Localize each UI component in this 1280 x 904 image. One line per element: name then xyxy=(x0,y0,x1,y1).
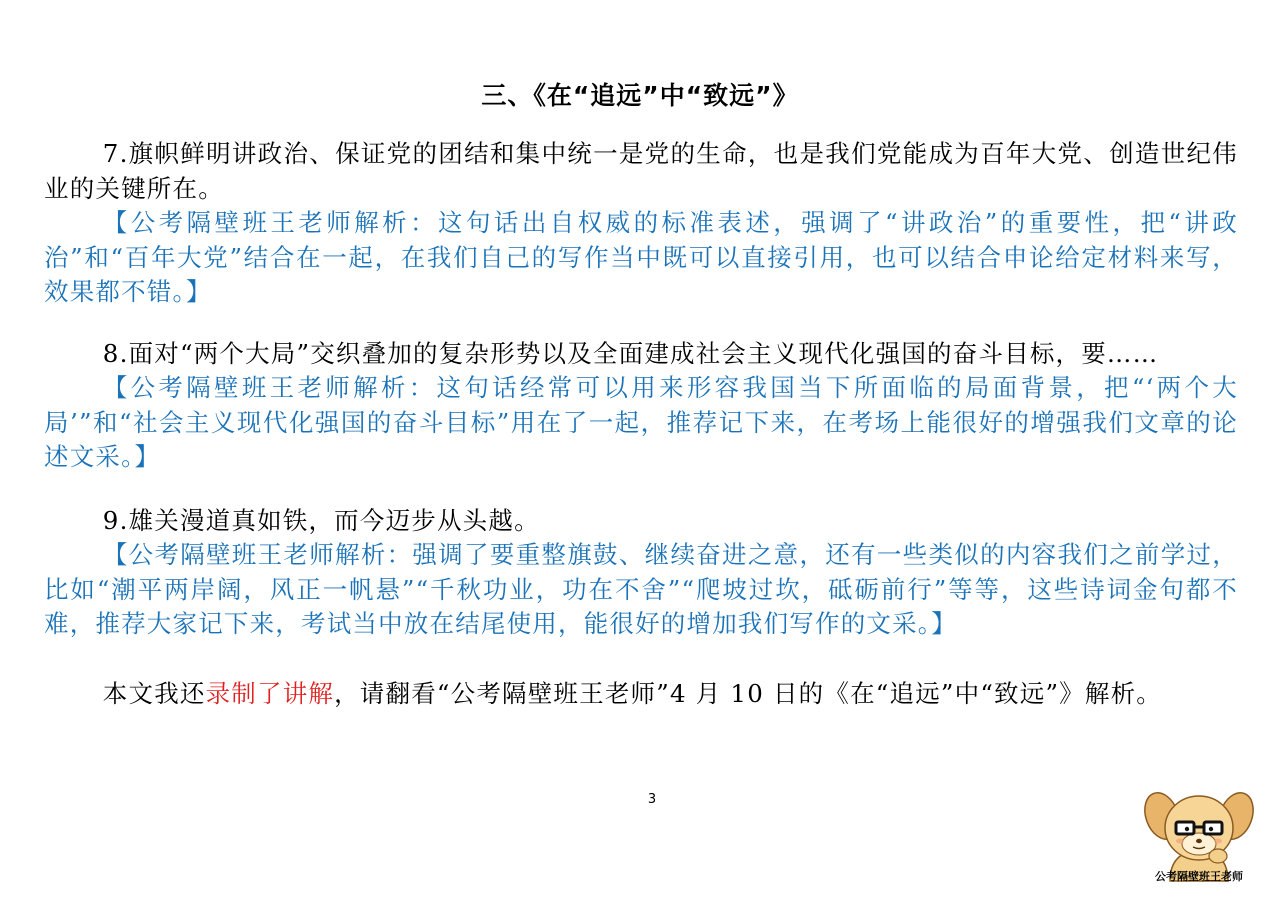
quote-7: 7.旗帜鲜明讲政治、保证党的团结和集中统一是党的生命，也是我们党能成为百年大党、创造世纪伟业的关键所在。 xyxy=(44,139,1238,203)
quote-9: 9.雄关漫道真如铁，而今迈步从头越。 xyxy=(102,506,540,535)
analysis-7: 【公考隔壁班王老师解析：这句话出自权威的标准表述，强调了“讲政治”的重要性，把“讲政治”和“百年大党”结合在一起，在我们自己的写作当中既可以直接引用，也可以结合申论给定材料来写，效果都不错。】 xyxy=(44,208,1238,306)
section-title: 三、《在“追远”中“致远”》 xyxy=(481,81,799,110)
closing-highlight: 录制了讲解 xyxy=(205,679,335,708)
watermark-caption: 公考隔壁班王老师 xyxy=(1155,870,1243,883)
page-number: 3 xyxy=(647,792,657,807)
quote-8: 8.面对“两个大局”交织叠加的复杂形势以及全面建成社会主义现代化强国的奋斗目标，要…… xyxy=(102,339,1159,368)
analysis-8: 【公考隔壁班王老师解析：这句话经常可以用来形容我国当下所面临的局面背景，把“‘两个大局’”和“社会主义现代化强国的奋斗目标”用在了一起，推荐记下来，在考场上能很好的增强我们文章的论述文采。】 xyxy=(44,373,1238,471)
analysis-9: 【公考隔壁班王老师解析：强调了要重整旗鼓、继续奋进之意，还有一些类似的内容我们之前学过，比如“潮平两岸阔，风正一帆悬”“千秋功业，功在不舍”“爬坡过坎，砥砺前行”等等，这些诗词金句都不难，推荐大家记下来，考试当中放在结尾使用，能很好的增加我们写作的文采。】 xyxy=(44,540,1238,638)
closing-text-before: 本文我还 xyxy=(102,679,206,708)
closing-paragraph xyxy=(44,677,1238,712)
closing-text-after: ，请翻看“公考隔壁班王老师”4 月 10 日的《在“追远”中“致远”》解析。 xyxy=(334,679,1162,708)
